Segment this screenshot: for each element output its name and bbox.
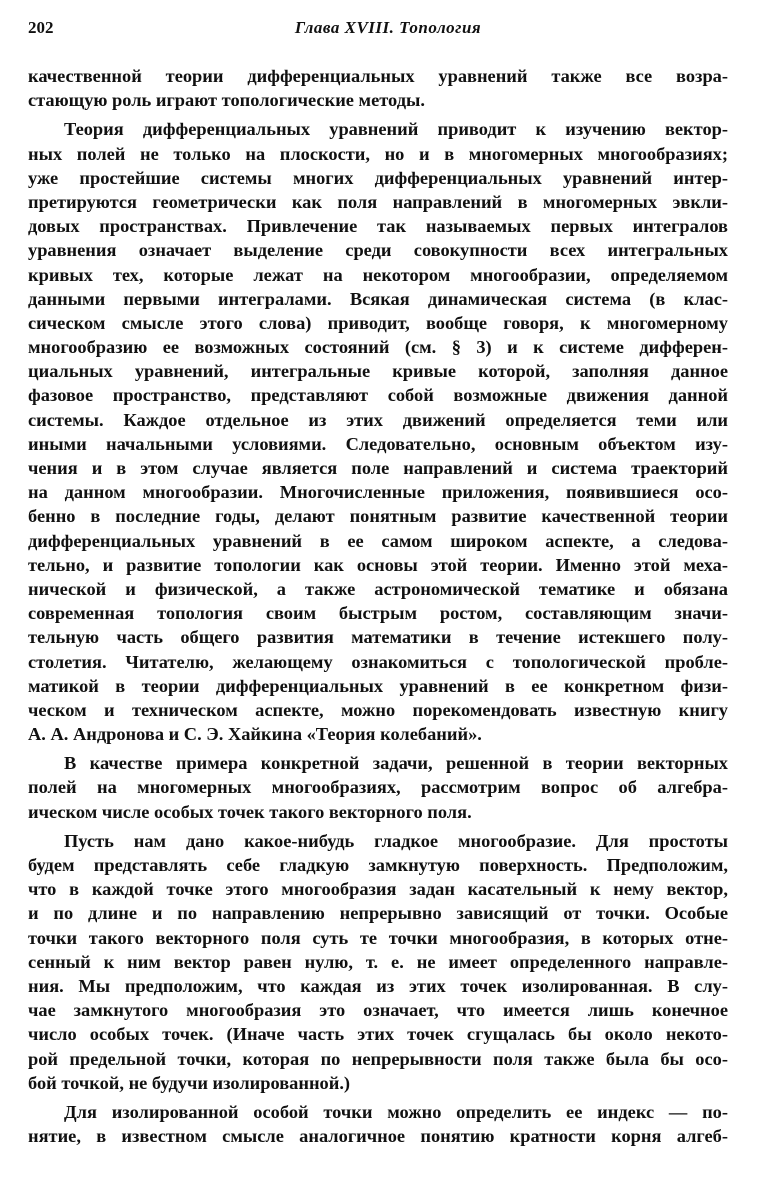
- paragraph: [28, 64, 728, 112]
- page-number: 202: [28, 18, 54, 37]
- text-line: претируются геометрически как поля направлений в многомерных эвкли-: [28, 191, 728, 212]
- text-line: ния. Мы предположим, что каждая из этих точек изолированная. В слу-: [28, 975, 728, 996]
- text-line: уже простейшие системы многих дифференциальных уравнений интер-: [28, 167, 728, 188]
- text-line: нятие, в известном смысле аналогичное понятию кратности корня алгеб-: [28, 1126, 728, 1147]
- text-line: бенно в последние годы, делают понятным развитие качественной теории: [28, 506, 728, 527]
- text-line: и по длине и по направлению непрерывно зависящий от точки. Особые: [28, 903, 728, 924]
- text-line: число особых точек. (Иначе часть этих точек сгущалась бы около некото-: [28, 1024, 728, 1045]
- text-line: Пусть нам дано какое-нибудь гладкое многообразие. Для простоты: [64, 830, 728, 851]
- page-body: [28, 64, 728, 1148]
- text-line: ческом и техническом аспекте, можно порекомендовать известную книгу: [28, 699, 728, 720]
- text-line: данными первыми интегралами. Всякая динамическая система (в клас-: [28, 288, 728, 309]
- text-line: чае замкнутого многообразия это означает, что имеется лишь конечное: [28, 1000, 728, 1021]
- text-line: что в каждой точке этого многообразия задан касательный к нему вектор,: [28, 879, 728, 900]
- text-line: современная топология своим быстрым ростом, составляющим значи-: [28, 603, 728, 624]
- text-line: Теория дифференциальных уравнений приводит к изучению вектор-: [64, 119, 728, 140]
- text-line: многообразию ее возможных состояний (см. § 3) и к системе дифферен-: [28, 337, 728, 358]
- text-line: стающую роль играют топологические методы.: [28, 90, 425, 111]
- text-line: тельно, и развитие топологии как основы этой теории. Именно этой меха-: [28, 554, 728, 575]
- running-title: Глава XVIII. Топология: [294, 18, 482, 37]
- text-line: иными начальными условиями. Следовательно, основным объектом изу-: [28, 433, 728, 454]
- text-line: А. А. Андронова и С. Э. Хайкина «Теория колебаний».: [28, 724, 482, 745]
- text-line: довых пространствах. Привлечение так называемых первых интегралов: [28, 216, 728, 237]
- text-line: В качестве примера конкретной задачи, решенной в теории векторных: [64, 753, 728, 774]
- paragraph: [28, 117, 728, 746]
- text-line: матикой в теории дифференциальных уравнений в ее конкретном физи-: [28, 675, 728, 696]
- text-line: кривых тех, которые лежат на некотором многообразии, определяемом: [28, 264, 728, 285]
- text-line: тельную часть общего развития математики в течение истекшего полу-: [28, 627, 728, 648]
- text-line: столетия. Читателю, желающему ознакомиться с топологической пробле-: [28, 651, 728, 672]
- text-line: качественной теории дифференциальных уравнений также все возра-: [28, 66, 728, 86]
- text-line: ных полей не только на плоскости, но и в многомерных многообразиях;: [28, 143, 728, 164]
- text-line: уравнения означает выделение среди совокупности всех интегральных: [28, 240, 728, 261]
- text-line: точки такого векторного поля суть те точки многообразия, в которых отне-: [28, 927, 728, 948]
- text-line: фазовое пространство, представляют собой возможные движения данной: [28, 385, 728, 406]
- text-line: сенный к ним вектор равен нулю, т. е. не имеет определенного направле-: [28, 951, 728, 972]
- text-line: полей на многомерных многообразиях, рассмотрим вопрос об алгебра-: [28, 777, 728, 798]
- text-line: рой предельной точки, которая по непрерывности поля также была бы осо-: [28, 1048, 728, 1069]
- text-line: чения и в этом случае является поле направлений и система траекторий: [28, 458, 728, 478]
- text-line: системы. Каждое отдельное из этих движений определяется теми или: [28, 409, 728, 430]
- text-line: Для изолированной особой точки можно определить ее индекс — по-: [64, 1101, 728, 1122]
- text-line: циальных уравнений, интегральные кривые которой, заполняя данное: [28, 361, 728, 382]
- page-header: [28, 18, 748, 44]
- text-line: сическом смысле этого слова) приводит, вообще говоря, к многомерному: [28, 312, 728, 333]
- paragraph: [28, 751, 728, 824]
- text-line: нической и физической, а также астрономической тематике и обязана: [28, 578, 728, 599]
- text-line: дифференциальных уравнений в ее самом широком аспекте, а следова-: [28, 530, 728, 551]
- text-line: бой точкой, не будучи изолированной.): [28, 1072, 351, 1093]
- paragraph: [28, 1100, 728, 1148]
- text-line: ическом числе особых точек такого векторного поля.: [28, 801, 472, 822]
- paragraph: [28, 829, 728, 1095]
- text-line: будем представлять себе гладкую замкнутую поверхность. Предположим,: [28, 855, 728, 875]
- text-line: на данном многообразии. Многочисленные приложения, появившиеся осо-: [28, 482, 728, 503]
